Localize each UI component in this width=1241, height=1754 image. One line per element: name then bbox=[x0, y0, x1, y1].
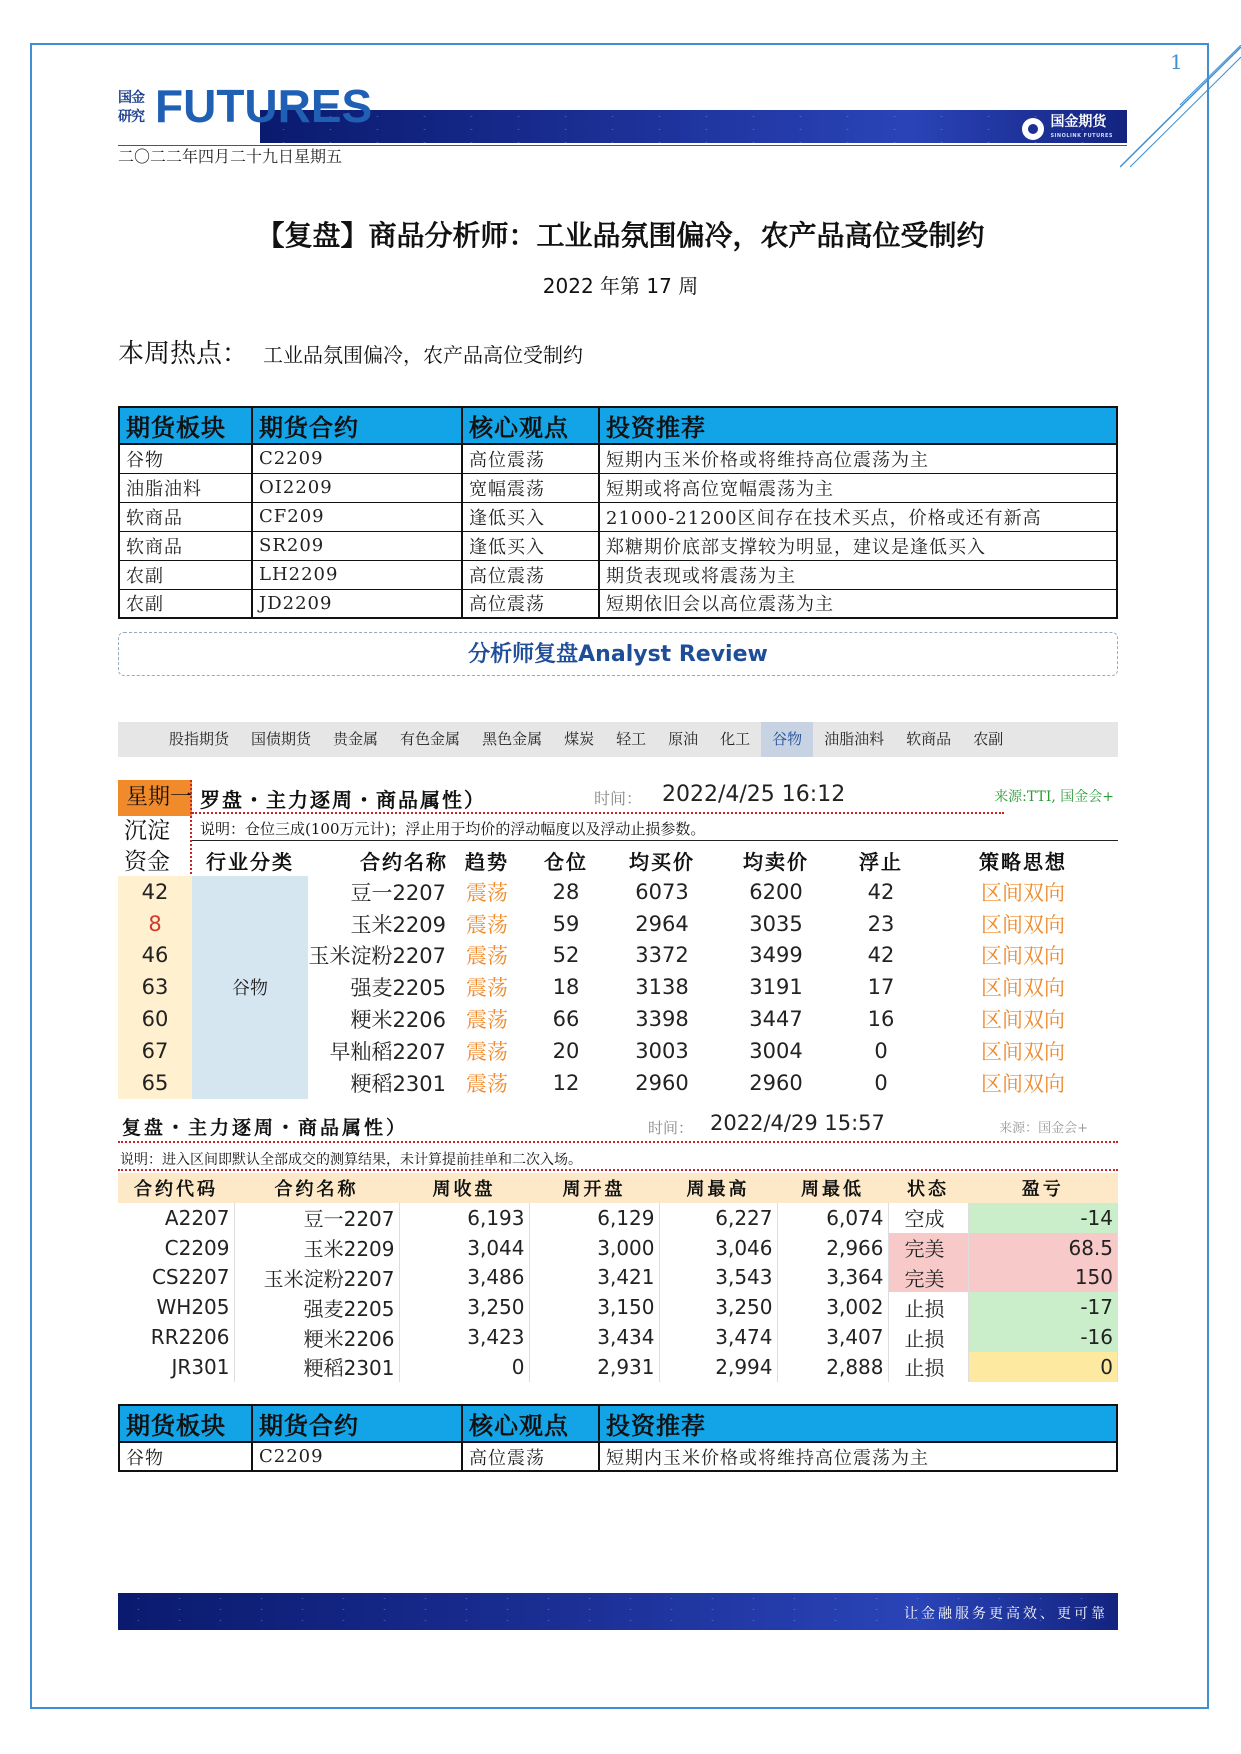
strategy-value: 区间双向 bbox=[981, 912, 1065, 937]
header-contract-name: 合约名称 bbox=[360, 849, 448, 874]
cell-sector: 软商品 bbox=[119, 531, 252, 560]
capital-value: 8 bbox=[118, 908, 192, 940]
divider bbox=[118, 1169, 1118, 1171]
cell-contract: JD2209 bbox=[252, 589, 462, 618]
avg-buy-value: 6073 bbox=[635, 879, 689, 904]
header-banner bbox=[260, 110, 1127, 143]
float-stop-value: 23 bbox=[867, 911, 895, 936]
trend-value: 震荡 bbox=[466, 976, 508, 1001]
strategy-value: 区间双向 bbox=[981, 944, 1065, 969]
page-title: 【复盘】商品分析师：工业品氛围偏冷，农产品高位受制约 bbox=[256, 219, 985, 252]
capital-value: 60 bbox=[118, 1003, 192, 1035]
panel2-time: 2022/4/29 15:57 bbox=[710, 1111, 885, 1135]
cell-recommendation: 21000-21200区间存在技术买点，价格或还有新高 bbox=[599, 502, 1117, 531]
panel1-time-label: 时间： bbox=[594, 789, 643, 808]
float-stop-value: 16 bbox=[867, 1007, 895, 1032]
cell-recommendation: 郑糖期价底部支撑较为明显，建议是逢低买入 bbox=[599, 531, 1117, 560]
header-float-stop: 浮止 bbox=[859, 849, 903, 874]
close-cell: 3,486 bbox=[399, 1263, 529, 1293]
status-badge: 止损 bbox=[888, 1352, 968, 1382]
recommendation-table-2 bbox=[118, 1404, 1118, 1472]
cell-view: 逢低买入 bbox=[462, 531, 599, 560]
position-value: 18 bbox=[552, 975, 580, 1000]
position-value: 20 bbox=[552, 1038, 580, 1063]
low-cell: 3,002 bbox=[777, 1292, 888, 1322]
table-header-row bbox=[118, 844, 1118, 876]
cell-view: 宽幅震荡 bbox=[462, 473, 599, 502]
table-row bbox=[119, 502, 1117, 531]
cell-recommendation: 短期或将高位宽幅震荡为主 bbox=[599, 473, 1117, 502]
name-cell: 玉米2209 bbox=[234, 1233, 399, 1263]
code-cell: RR2206 bbox=[118, 1322, 234, 1352]
cell-recommendation: 短期内玉米价格或将维持高位震荡为主 bbox=[599, 444, 1117, 473]
recommendation-table bbox=[118, 406, 1118, 619]
high-cell: 6,227 bbox=[659, 1203, 777, 1233]
tab-stock-index[interactable]: 股指期货 bbox=[169, 730, 230, 748]
cell-contract: OI2209 bbox=[252, 473, 462, 502]
name-cell: 粳米2206 bbox=[234, 1322, 399, 1352]
footer-slogan: 让金融服务更高效、更可靠 bbox=[904, 1606, 1108, 1622]
table-row bbox=[119, 473, 1117, 502]
float-stop-value: 17 bbox=[867, 975, 895, 1000]
cell-sector: 油脂油料 bbox=[119, 473, 252, 502]
low-cell: 2,888 bbox=[777, 1352, 888, 1382]
pl-cell: 0 bbox=[968, 1352, 1118, 1382]
cell-view: 逢低买入 bbox=[462, 502, 599, 531]
panel1-source: 来源:TTI, 国金会+ bbox=[994, 789, 1114, 805]
contract-name: 强麦2205 bbox=[350, 976, 446, 1001]
table-header-row bbox=[119, 407, 1117, 444]
strategy-table bbox=[118, 844, 1118, 1099]
status-badge: 完美 bbox=[888, 1263, 968, 1293]
table-header-row bbox=[119, 1405, 1117, 1442]
header-strategy: 策略思想 bbox=[979, 849, 1067, 874]
table-row bbox=[118, 1322, 1118, 1352]
divider bbox=[192, 840, 1118, 841]
cell-contract: SR209 bbox=[252, 531, 462, 560]
brand-small-2: 研究 bbox=[118, 109, 144, 125]
cell-recommendation: 期货表现或将震荡为主 bbox=[599, 560, 1117, 589]
divider bbox=[118, 1141, 1118, 1143]
avg-buy-value: 3003 bbox=[635, 1038, 689, 1063]
header-contract: 期货合约 bbox=[252, 407, 462, 444]
open-cell: 3,150 bbox=[529, 1292, 659, 1322]
panel1-title: 罗盘・主力逐周・商品属性） bbox=[200, 788, 486, 812]
cell-sector: 谷物 bbox=[119, 444, 252, 473]
contract-name: 粳稻2301 bbox=[350, 1071, 446, 1096]
sector-cell: 谷物 bbox=[192, 876, 308, 1099]
low-cell: 3,407 bbox=[777, 1322, 888, 1352]
panel1-note: 说明：仓位三成(100万元计)；浮止用于均价的浮动幅度以及浮动止损参数。 bbox=[200, 820, 706, 838]
trend-value: 震荡 bbox=[466, 1039, 508, 1064]
header-code: 合约代码 bbox=[118, 1173, 234, 1203]
tab-agri-byproducts[interactable]: 农副 bbox=[973, 730, 1004, 748]
header-avg-sell: 均卖价 bbox=[743, 849, 809, 874]
avg-buy-value: 3372 bbox=[635, 943, 689, 968]
avg-buy-value: 3398 bbox=[635, 1007, 689, 1032]
code-cell: C2209 bbox=[118, 1233, 234, 1263]
float-stop-value: 0 bbox=[874, 1070, 888, 1095]
float-stop-value: 42 bbox=[867, 943, 895, 968]
close-cell: 0 bbox=[399, 1352, 529, 1382]
footer-banner bbox=[118, 1593, 1118, 1630]
high-cell: 3,250 bbox=[659, 1292, 777, 1322]
header-open: 周开盘 bbox=[529, 1173, 659, 1203]
trend-value: 震荡 bbox=[466, 944, 508, 969]
strategy-value: 区间双向 bbox=[981, 1071, 1065, 1096]
tab-nonferrous[interactable]: 有色金属 bbox=[400, 730, 461, 748]
capital-label-1: 沉淀 bbox=[124, 818, 170, 844]
strategy-value: 区间双向 bbox=[981, 1039, 1065, 1064]
tab-oils-oilseeds[interactable]: 油脂油料 bbox=[824, 730, 885, 748]
cell-sector: 谷物 bbox=[119, 1442, 252, 1471]
header-position: 仓位 bbox=[544, 849, 588, 874]
trend-value: 震荡 bbox=[466, 1071, 508, 1096]
high-cell: 3,543 bbox=[659, 1263, 777, 1293]
table-row bbox=[119, 444, 1117, 473]
avg-sell-value: 3004 bbox=[749, 1038, 803, 1063]
cell-contract: C2209 bbox=[252, 1442, 462, 1471]
open-cell: 3,421 bbox=[529, 1263, 659, 1293]
header-view: 核心观点 bbox=[462, 407, 599, 444]
header-avg-buy: 均买价 bbox=[629, 849, 695, 874]
pl-cell: -16 bbox=[968, 1322, 1118, 1352]
trend-value: 震荡 bbox=[466, 880, 508, 905]
header-view: 核心观点 bbox=[462, 1405, 599, 1442]
status-badge: 完美 bbox=[888, 1233, 968, 1263]
position-value: 59 bbox=[552, 911, 580, 936]
cell-sector: 农副 bbox=[119, 589, 252, 618]
table-row bbox=[118, 1233, 1118, 1263]
header-recommendation: 投资推荐 bbox=[599, 407, 1117, 444]
futures-brand bbox=[118, 80, 378, 135]
position-value: 12 bbox=[552, 1070, 580, 1095]
capital-value: 65 bbox=[118, 1067, 192, 1099]
panel1-time: 2022/4/25 16:12 bbox=[662, 782, 846, 807]
close-cell: 3,250 bbox=[399, 1292, 529, 1322]
logo-sub: SINOLINK FUTURES bbox=[1050, 133, 1113, 139]
cell-sector: 农副 bbox=[119, 560, 252, 589]
header-high: 周最高 bbox=[659, 1173, 777, 1203]
panel2-source: 来源：国金会+ bbox=[999, 1121, 1088, 1136]
table-header-row bbox=[118, 1173, 1118, 1203]
corner-decoration bbox=[1120, 45, 1241, 170]
name-cell: 强麦2205 bbox=[234, 1292, 399, 1322]
cell-contract: CF209 bbox=[252, 502, 462, 531]
code-cell: A2207 bbox=[118, 1203, 234, 1233]
sector-tab-bar bbox=[118, 722, 1118, 757]
contract-name: 早籼稻2207 bbox=[329, 1039, 446, 1064]
cell-contract: LH2209 bbox=[252, 560, 462, 589]
header-sector: 期货板块 bbox=[119, 407, 252, 444]
brand-small-1: 国金 bbox=[118, 90, 144, 106]
contract-name: 粳米2206 bbox=[350, 1008, 446, 1033]
header-status: 状态 bbox=[888, 1173, 968, 1203]
contract-name: 玉米淀粉2207 bbox=[308, 944, 446, 969]
header-name: 合约名称 bbox=[234, 1173, 399, 1203]
hot-label: 本周热点： bbox=[118, 339, 249, 369]
tab-crude-oil[interactable]: 原油 bbox=[668, 730, 699, 748]
hot-text: 工业品氛围偏冷，农产品高位受制约 bbox=[263, 343, 583, 367]
brand-futures: FUTURES bbox=[155, 80, 373, 132]
avg-sell-value: 2960 bbox=[749, 1070, 803, 1095]
contract-name: 玉米2209 bbox=[350, 912, 446, 937]
table-row bbox=[119, 589, 1117, 618]
logo-mark-icon bbox=[1022, 118, 1044, 140]
name-cell: 玉米淀粉2207 bbox=[234, 1263, 399, 1293]
name-cell: 粳稻2301 bbox=[234, 1352, 399, 1382]
name-cell: 豆一2207 bbox=[234, 1203, 399, 1233]
open-cell: 3,434 bbox=[529, 1322, 659, 1352]
avg-buy-value: 3138 bbox=[635, 975, 689, 1000]
table-row bbox=[118, 1352, 1118, 1382]
open-cell: 2,931 bbox=[529, 1352, 659, 1382]
strategy-value: 区间双向 bbox=[981, 1008, 1065, 1033]
pl-cell: -14 bbox=[968, 1203, 1118, 1233]
strategy-value: 区间双向 bbox=[981, 976, 1065, 1001]
status-badge: 止损 bbox=[888, 1292, 968, 1322]
pl-cell: 68.5 bbox=[968, 1233, 1118, 1263]
table-row bbox=[118, 1292, 1118, 1322]
capital-value: 67 bbox=[118, 1035, 192, 1067]
strategy-value: 区间双向 bbox=[981, 880, 1065, 905]
header-low: 周最低 bbox=[777, 1173, 888, 1203]
tab-grains[interactable]: 谷物 bbox=[761, 722, 813, 757]
table-row bbox=[119, 1442, 1117, 1471]
trend-value: 震荡 bbox=[466, 912, 508, 937]
header-contract: 期货合约 bbox=[252, 1405, 462, 1442]
low-cell: 6,074 bbox=[777, 1203, 888, 1233]
panel2-title: 复盘・主力逐周・商品属性） bbox=[122, 1117, 409, 1139]
status-badge: 止损 bbox=[888, 1322, 968, 1352]
header-industry: 行业分类 bbox=[206, 849, 294, 874]
code-cell: CS2207 bbox=[118, 1263, 234, 1293]
code-cell: JR301 bbox=[118, 1352, 234, 1382]
header-trend: 趋势 bbox=[465, 849, 509, 874]
panel2-time-label: 时间： bbox=[648, 1119, 694, 1137]
weekly-strategy-panel bbox=[118, 772, 1118, 1097]
report-date: 二〇二二年四月二十九日星期五 bbox=[118, 147, 343, 166]
divider bbox=[192, 812, 1004, 814]
position-value: 66 bbox=[552, 1007, 580, 1032]
table-row bbox=[118, 1263, 1118, 1293]
capital-value: 63 bbox=[118, 971, 192, 1003]
open-cell: 3,000 bbox=[529, 1233, 659, 1263]
cell-view: 高位震荡 bbox=[462, 444, 599, 473]
low-cell: 2,966 bbox=[777, 1233, 888, 1263]
avg-sell-value: 3191 bbox=[749, 975, 803, 1000]
weekly-review-panel bbox=[118, 1103, 1118, 1383]
close-cell: 3,423 bbox=[399, 1322, 529, 1352]
high-cell: 3,474 bbox=[659, 1322, 777, 1352]
open-cell: 6,129 bbox=[529, 1203, 659, 1233]
pl-cell: 150 bbox=[968, 1263, 1118, 1293]
avg-sell-value: 6200 bbox=[749, 879, 803, 904]
avg-sell-value: 3035 bbox=[749, 911, 803, 936]
cell-sector: 软商品 bbox=[119, 502, 252, 531]
table-row bbox=[119, 531, 1117, 560]
logo-text: 国金期货 bbox=[1050, 114, 1107, 130]
capital-value: 42 bbox=[118, 876, 192, 908]
tab-ferrous[interactable]: 黑色金属 bbox=[482, 730, 543, 748]
cell-view: 高位震荡 bbox=[462, 1442, 599, 1471]
tab-chemicals[interactable]: 化工 bbox=[720, 730, 751, 748]
cell-view: 高位震荡 bbox=[462, 589, 599, 618]
cell-view: 高位震荡 bbox=[462, 560, 599, 589]
position-value: 52 bbox=[552, 943, 580, 968]
code-cell: WH205 bbox=[118, 1292, 234, 1322]
page-subtitle: 2022 年第 17 周 bbox=[542, 274, 699, 298]
avg-buy-value: 2964 bbox=[635, 911, 689, 936]
status-badge: 空成 bbox=[888, 1203, 968, 1233]
header-sector: 期货板块 bbox=[119, 1405, 252, 1442]
pl-cell: -17 bbox=[968, 1292, 1118, 1322]
high-cell: 3,046 bbox=[659, 1233, 777, 1263]
float-stop-value: 42 bbox=[867, 879, 895, 904]
cell-recommendation: 短期依旧会以高位震荡为主 bbox=[599, 589, 1117, 618]
page-number: 1 bbox=[1170, 50, 1183, 74]
capital-label-2: 资金 bbox=[124, 849, 170, 875]
header-pl: 盈亏 bbox=[968, 1173, 1118, 1203]
avg-buy-value: 2960 bbox=[635, 1070, 689, 1095]
avg-sell-value: 3499 bbox=[749, 943, 803, 968]
position-value: 28 bbox=[552, 879, 580, 904]
low-cell: 3,364 bbox=[777, 1263, 888, 1293]
header-recommendation: 投资推荐 bbox=[599, 1405, 1117, 1442]
tab-soft-commodities[interactable]: 软商品 bbox=[906, 730, 952, 748]
avg-sell-value: 3447 bbox=[749, 1007, 803, 1032]
cell-recommendation: 短期内玉米价格或将维持高位震荡为主 bbox=[599, 1442, 1117, 1471]
header-close: 周收盘 bbox=[399, 1173, 529, 1203]
contract-name: 豆一2207 bbox=[350, 880, 446, 905]
capital-value: 46 bbox=[118, 940, 192, 972]
panel2-note: 说明：进入区间即默认全部成交的测算结果，未计算提前挂单和二次入场。 bbox=[120, 1152, 582, 1168]
cell-contract: C2209 bbox=[252, 444, 462, 473]
close-cell: 6,193 bbox=[399, 1203, 529, 1233]
weekday-label: 星期一 bbox=[118, 780, 192, 816]
analyst-review-banner: 分析师复盘Analyst Review bbox=[118, 632, 1118, 676]
tab-coal[interactable]: 煤炭 bbox=[564, 730, 595, 748]
table-row bbox=[118, 876, 1118, 908]
review-table bbox=[118, 1173, 1118, 1382]
trend-value: 震荡 bbox=[466, 1008, 508, 1033]
high-cell: 2,994 bbox=[659, 1352, 777, 1382]
table-row bbox=[118, 1203, 1118, 1233]
table-row bbox=[119, 560, 1117, 589]
sinolink-logo bbox=[1022, 115, 1113, 143]
float-stop-value: 0 bbox=[874, 1038, 888, 1063]
tab-precious-metals[interactable]: 贵金属 bbox=[333, 730, 379, 748]
close-cell: 3,044 bbox=[399, 1233, 529, 1263]
tab-treasury[interactable]: 国债期货 bbox=[251, 730, 312, 748]
tab-light-industry[interactable]: 轻工 bbox=[616, 730, 647, 748]
